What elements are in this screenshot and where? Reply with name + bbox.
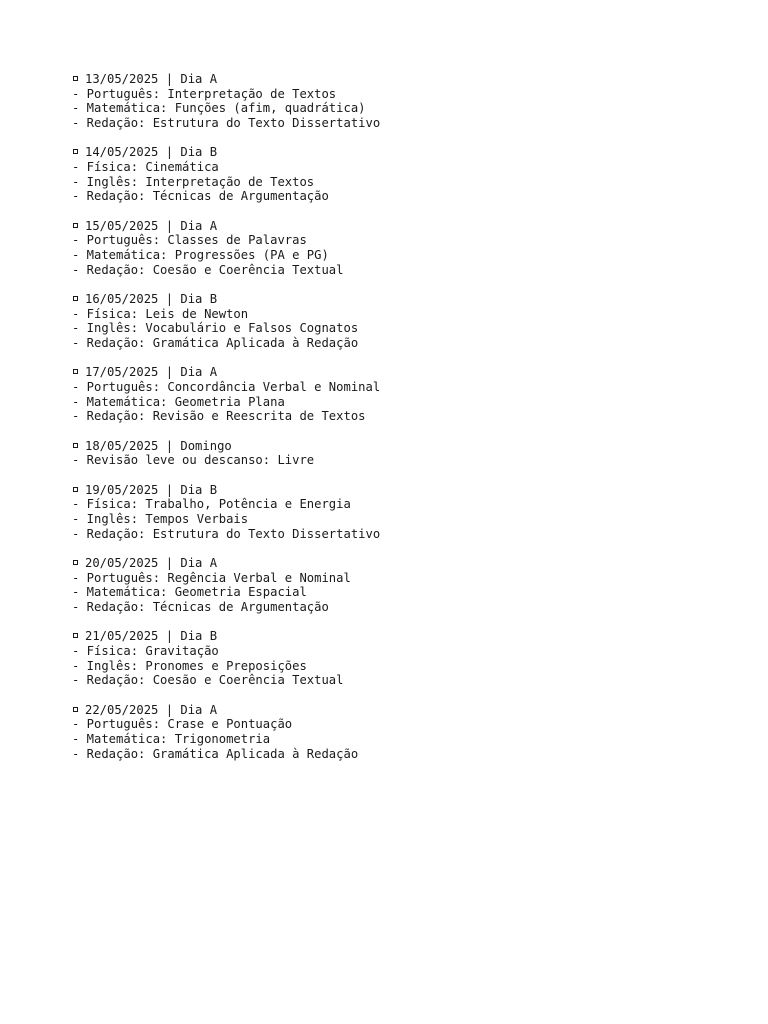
day-block: [72, 72, 712, 131]
schedule-item: - Física: Cinemática: [72, 160, 219, 175]
day-block: [72, 292, 712, 351]
day-header-text: 16/05/2025 | Dia B: [85, 292, 218, 307]
calendar-icon: [73, 296, 78, 301]
schedule-item: - Português: Crase e Pontuação: [72, 717, 293, 732]
day-header: [72, 703, 712, 718]
day-header: [72, 629, 712, 644]
schedule-item: - Física: Trabalho, Potência e Energia: [72, 497, 351, 512]
schedule-item: - Redação: Coesão e Coerência Textual: [72, 673, 344, 688]
schedule-item: - Redação: Coesão e Coerência Textual: [72, 262, 344, 277]
day-header-text: 14/05/2025 | Dia B: [85, 145, 218, 160]
calendar-icon: [73, 76, 78, 81]
schedule-item: - Física: Leis de Newton: [72, 306, 249, 321]
schedule-item: - Redação: Revisão e Reescrita de Textos: [72, 409, 366, 424]
day-header-text: 21/05/2025 | Dia B: [85, 629, 218, 644]
schedule-item: - Português: Regência Verbal e Nominal: [72, 570, 351, 585]
day-header: [72, 483, 712, 498]
calendar-icon: [73, 149, 78, 154]
calendar-icon: [73, 443, 78, 448]
day-block: [72, 556, 712, 615]
calendar-icon: [73, 633, 78, 638]
schedule-item: - Redação: Técnicas de Argumentação: [72, 189, 329, 204]
day-header: [72, 72, 712, 87]
day-header-text: 20/05/2025 | Dia A: [85, 556, 218, 571]
day-header-text: 18/05/2025 | Domingo: [85, 438, 232, 453]
study-schedule: [72, 72, 712, 776]
day-header-text: 15/05/2025 | Dia A: [85, 218, 218, 233]
schedule-item: - Física: Gravitação: [72, 644, 219, 659]
schedule-item: - Redação: Estrutura do Texto Dissertativo: [72, 526, 381, 541]
day-header-text: 17/05/2025 | Dia A: [85, 365, 218, 380]
schedule-item: - Português: Concordância Verbal e Nominal: [72, 380, 381, 395]
schedule-item: - Redação: Gramática Aplicada à Redação: [72, 336, 359, 351]
day-header: [72, 219, 712, 234]
schedule-item: - Português: Interpretação de Textos: [72, 86, 337, 101]
calendar-icon: [73, 223, 78, 228]
day-header: [72, 439, 712, 454]
day-header-text: 13/05/2025 | Dia A: [85, 72, 218, 86]
day-header: [72, 365, 712, 380]
calendar-icon: [73, 369, 78, 374]
day-block: [72, 483, 712, 542]
day-block: [72, 439, 712, 468]
schedule-item: - Revisão leve ou descanso: Livre: [72, 453, 315, 468]
schedule-item: - Inglês: Pronomes e Preposições: [72, 658, 307, 673]
day-block: [72, 629, 712, 688]
day-header: [72, 145, 712, 160]
schedule-item: - Matemática: Progressões (PA e PG): [72, 248, 329, 263]
schedule-item: - Redação: Técnicas de Argumentação: [72, 600, 329, 615]
schedule-item: - Matemática: Funções (afim, quadrática): [72, 101, 366, 116]
schedule-item: - Inglês: Tempos Verbais: [72, 512, 249, 527]
schedule-item: - Matemática: Trigonometria: [72, 732, 271, 747]
day-header: [72, 292, 712, 307]
schedule-item: - Português: Classes de Palavras: [72, 233, 307, 248]
calendar-icon: [73, 707, 78, 712]
day-block: [72, 365, 712, 424]
schedule-item: - Inglês: Vocabulário e Falsos Cognatos: [72, 321, 359, 336]
day-header-text: 22/05/2025 | Dia A: [85, 702, 218, 717]
day-block: [72, 703, 712, 762]
day-block: [72, 219, 712, 278]
schedule-item: - Redação: Estrutura do Texto Dissertativo: [72, 116, 381, 131]
calendar-icon: [73, 560, 78, 565]
schedule-item: - Redação: Gramática Aplicada à Redação: [72, 746, 359, 761]
day-header-text: 19/05/2025 | Dia B: [85, 482, 218, 497]
schedule-item: - Matemática: Geometria Plana: [72, 394, 285, 409]
day-header: [72, 556, 712, 571]
calendar-icon: [73, 487, 78, 492]
schedule-item: - Inglês: Interpretação de Textos: [72, 174, 315, 189]
schedule-item: - Matemática: Geometria Espacial: [72, 585, 307, 600]
day-block: [72, 145, 712, 204]
